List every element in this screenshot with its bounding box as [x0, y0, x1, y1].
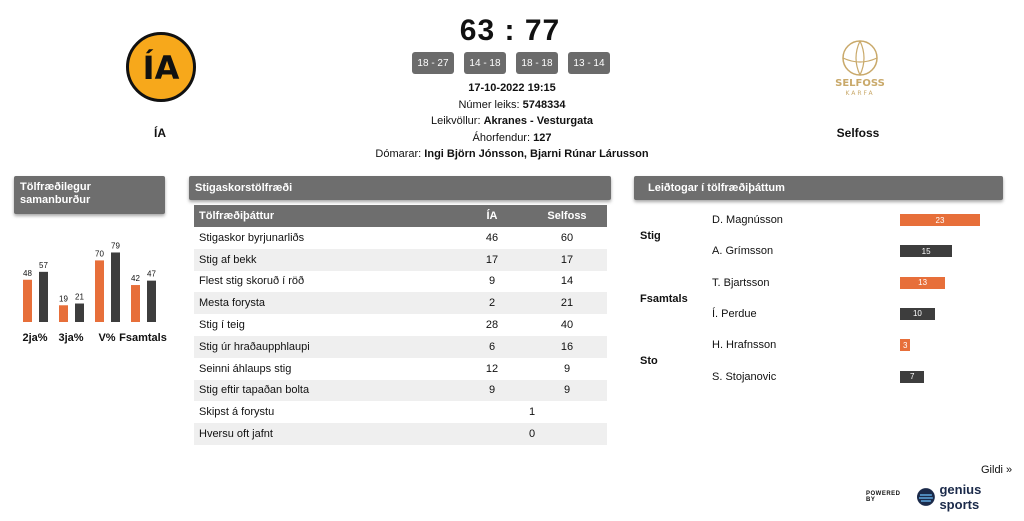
refs-label: Dómarar:	[375, 148, 422, 160]
away-value: 14	[560, 275, 574, 288]
chart-bar	[131, 285, 140, 322]
more-stats-link[interactable]: Gildi »	[981, 464, 1013, 476]
brand-name: genius sports	[939, 482, 982, 512]
quarter-score-4: 13 - 14	[568, 52, 610, 74]
referees: Ingi Björn Jónsson, Bjarni Rúnar Lárusson	[424, 148, 649, 160]
chart-data-label: 19	[59, 294, 68, 304]
attendance: 127	[533, 131, 552, 144]
away-value: 21	[527, 292, 607, 314]
game-no-label: Númer leiks:	[458, 98, 520, 111]
home-value: 9	[457, 380, 527, 402]
leader-home-bar: 23	[900, 214, 980, 226]
table-row	[194, 271, 607, 293]
chart-bar	[59, 305, 68, 322]
leader-category: Fsamtals	[640, 292, 688, 305]
leader-away-bar: 10	[900, 308, 935, 320]
shared-value: 1	[528, 406, 536, 419]
chart-category-label: 3ja%	[58, 332, 84, 344]
leader-home-name[interactable]: T. Bjartsson	[712, 276, 770, 289]
chart-bar	[147, 281, 156, 322]
quarter-scores	[412, 52, 610, 74]
col-header-home: ÍA	[457, 205, 527, 227]
home-team-logo	[126, 32, 196, 102]
away-value: 60	[560, 231, 574, 244]
game-datetime: 17-10-2022 19:15	[468, 82, 556, 94]
leader-away-name[interactable]: S. Stojanovic	[712, 370, 777, 383]
chart-category-label: Fsamtals	[119, 332, 167, 344]
home-logo-text: ÍA	[142, 49, 180, 87]
away-team-logo	[828, 36, 892, 100]
leader-home-bar: 3	[900, 339, 910, 351]
quarter-score-3: 18 - 18	[516, 52, 558, 74]
table-row	[194, 401, 607, 423]
away-logo-sub: KARFA	[845, 90, 875, 97]
game-no: 5748334	[522, 98, 566, 111]
chart-data-label: 47	[147, 269, 156, 279]
shared-value: 0	[457, 423, 607, 445]
chart-bar	[111, 252, 120, 322]
comparison-bar-chart	[14, 222, 174, 348]
leader-away-name[interactable]: Í. Perdue	[712, 307, 757, 320]
stat-name: Stig í teig	[199, 319, 245, 332]
leader-category: Sto	[640, 355, 658, 368]
stat-name: Stig eftir tapaðan bolta	[194, 380, 457, 402]
chart-bar	[75, 304, 84, 322]
away-value: 17	[527, 249, 607, 271]
stat-name: Stig úr hraðaupphlaupi	[194, 336, 457, 358]
chart-category-label: V%	[98, 332, 116, 344]
away-team-name[interactable]: Selfoss	[836, 126, 880, 140]
leader-home-bar: 13	[900, 277, 945, 289]
powered-by-logo[interactable]	[866, 482, 1024, 512]
quarter-score-1: 18 - 27	[412, 52, 454, 74]
attendance-label: Áhorfendur:	[472, 131, 531, 144]
col-header-stat: Tölfræðiþáttur	[194, 205, 457, 227]
table-row	[194, 380, 607, 402]
away-value: 40	[560, 319, 574, 332]
stat-name: Seinni áhlaups stig	[199, 362, 292, 375]
chart-data-label: 70	[95, 249, 104, 259]
table-row	[194, 227, 607, 249]
stat-name: Mesta forysta	[194, 292, 457, 314]
home-team-name[interactable]: ÍA	[154, 126, 166, 140]
stat-name: Stig af bekk	[194, 249, 457, 271]
game-info	[340, 80, 684, 163]
away-logo-text: SELFOSS	[835, 78, 885, 89]
away-value: 9	[563, 362, 571, 375]
chart-bar	[23, 280, 32, 322]
chart-bar	[95, 260, 104, 322]
leader-away-bar: 7	[900, 371, 924, 383]
home-value: 9	[488, 275, 496, 288]
leader-away-bar: 15	[900, 245, 952, 257]
stat-name: Hversu oft jafnt	[194, 423, 457, 445]
chart-data-label: 79	[111, 241, 120, 251]
chart-bar	[39, 272, 48, 322]
quarter-score-2: 14 - 18	[464, 52, 506, 74]
stat-name: Skipst á forystu	[199, 406, 275, 419]
chart-data-label: 48	[23, 268, 32, 278]
scoring-section-header: Stigaskorstölfræði	[189, 176, 611, 200]
home-value: 28	[485, 319, 499, 332]
chart-data-label: 57	[39, 260, 48, 270]
table-row	[194, 314, 607, 336]
table-row	[194, 336, 607, 358]
table-row	[194, 423, 607, 445]
col-header-away: Selfoss	[527, 205, 607, 227]
leader-home-name[interactable]: H. Hrafnsson	[712, 339, 777, 352]
chart-data-label: 21	[75, 292, 84, 302]
leader-category: Stig	[640, 230, 661, 242]
home-value: 2	[457, 292, 527, 314]
genius-sports-icon	[916, 487, 936, 507]
final-score: 63 : 77	[459, 14, 561, 47]
powered-by-label: POWERED BY	[866, 491, 901, 503]
scoring-table	[194, 205, 607, 445]
chart-category-label: 2ja%	[22, 332, 48, 344]
compare-section-header: Tölfræðilegur samanburður	[14, 176, 165, 214]
home-value: 17	[457, 249, 527, 271]
home-value: 6	[457, 336, 527, 358]
table-row	[194, 358, 607, 380]
away-value: 9	[527, 380, 607, 402]
leader-away-name[interactable]: A. Grímsson	[712, 245, 774, 258]
home-value: 46	[485, 231, 499, 244]
stat-name: Stigaskor byrjunarliðs	[199, 231, 305, 244]
table-row	[194, 292, 607, 314]
venue: Akranes - Vesturgata	[483, 115, 594, 127]
venue-label: Leikvöllur:	[430, 115, 481, 127]
table-row	[194, 249, 607, 271]
leaders-section-header: Leiðtogar í tölfræðiþáttum	[634, 176, 1003, 200]
chart-data-label: 42	[131, 274, 140, 284]
leaders-panel	[634, 208, 1004, 388]
home-value: 12	[485, 362, 499, 375]
stat-name: Flest stig skoruð í röð	[199, 275, 305, 288]
leader-home-name[interactable]: D. Magnússon	[712, 214, 783, 226]
away-value: 16	[527, 336, 607, 358]
